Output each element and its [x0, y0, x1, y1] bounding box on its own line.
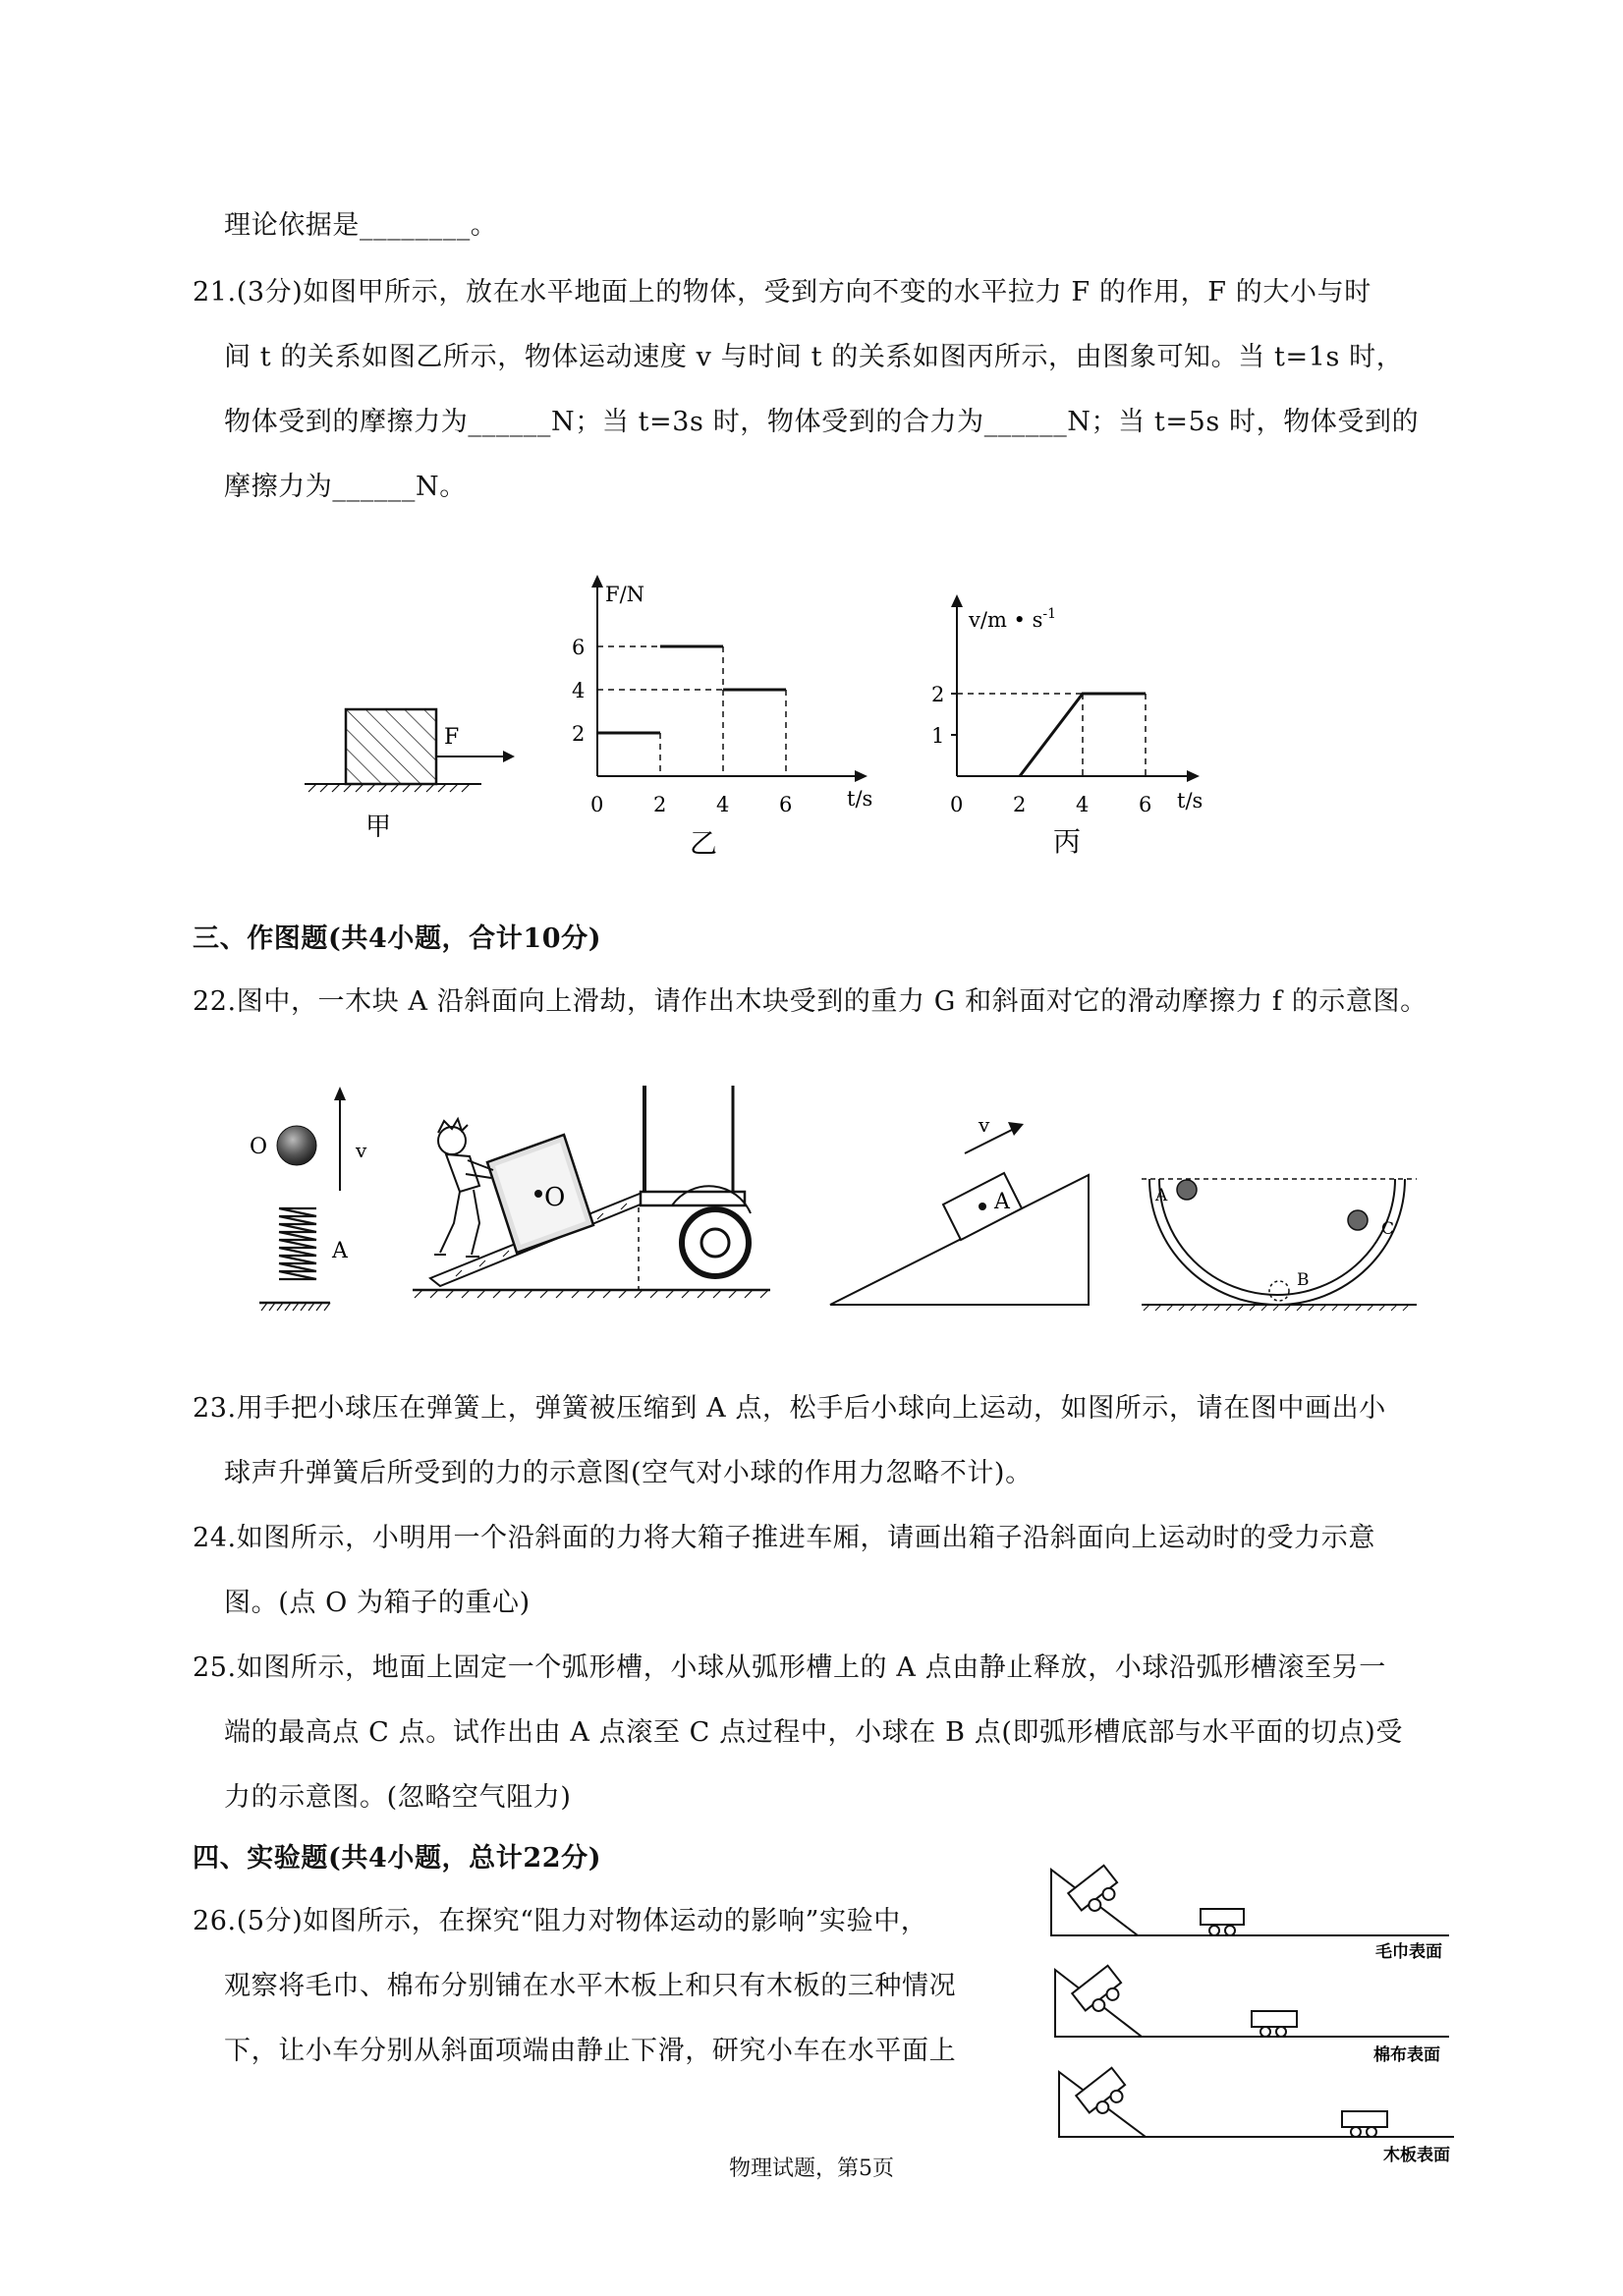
x-tick-label: 6: [1139, 793, 1152, 816]
section-4-heading: 四、实验题(共4小题，总计22分): [193, 1843, 602, 1874]
incline: [830, 1175, 1089, 1305]
text-line: 力的示意图。(忽略空气阻力): [224, 1782, 572, 1813]
box-center: [534, 1190, 542, 1198]
y-axis-arrow: [591, 575, 603, 588]
spring-label: A: [332, 1239, 348, 1263]
ball-c: [1348, 1210, 1368, 1230]
x-tick-label: 4: [1076, 793, 1090, 816]
question-24: 24.如图所示，小明用一个沿斜面的力将大箱子推进车厢，请画出箱子沿斜面向上运动时的受力示意: [193, 1523, 1375, 1553]
x-tick-label: 2: [1013, 793, 1027, 816]
force-arrowhead: [503, 751, 515, 762]
y-axis-label: F/N: [605, 583, 645, 606]
x-tick-label: 6: [779, 793, 793, 816]
force-label: F: [444, 725, 460, 750]
question-22: 22.图中，一木块 A 沿斜面向上滑劫，请作出木块受到的重力 G 和斜面对它的滑动摩擦力 f 的示意图。: [193, 986, 1427, 1017]
groove-label-c: C: [1381, 1219, 1395, 1239]
x-tick-label: 2: [653, 793, 667, 816]
velocity-label: v: [356, 1139, 367, 1162]
figure-incline-block: [815, 1081, 1110, 1316]
figure-truck-ramp: [401, 1076, 794, 1312]
velocity-arrowhead: [1008, 1122, 1024, 1136]
surface-label: 毛巾表面: [1375, 1942, 1442, 1962]
velocity-label: v: [979, 1113, 990, 1137]
text-line: 间 t 的关系如图乙所示，物体运动速度 v 与时间 t 的关系如图丙所示，由图象可知。当 t=1s 时，: [224, 342, 1404, 372]
y-tick-label: 6: [572, 636, 586, 659]
block-label: A: [994, 1190, 1010, 1214]
section-3-heading: 三、作图题(共4小题，合计10分): [193, 924, 602, 954]
groove-label-b: B: [1297, 1270, 1310, 1290]
truck-bed: [641, 1192, 745, 1205]
groove-label-a: A: [1155, 1186, 1168, 1205]
question-26: 26.(5分)如图所示，在探究“阻力对物体运动的影响”实验中，: [193, 1906, 928, 1936]
block-center: [979, 1203, 986, 1210]
figure-ball-spring: [236, 1081, 383, 1326]
y-tick-label: 2: [572, 722, 586, 746]
figure-arc-groove: [1130, 1159, 1425, 1316]
text-line: 图。(点 O 为箱子的重心): [224, 1588, 531, 1618]
text-line: 端的最高点 C 点。试作出由 A 点滚至 C 点过程中，小球在 B 点(即弧形槽底部与水平面的切点)受: [224, 1717, 1403, 1748]
ball-label: O: [250, 1135, 268, 1159]
x-axis-arrow: [855, 770, 867, 782]
box-label: O: [544, 1183, 566, 1212]
text-line: 理论依据是________。: [224, 210, 498, 241]
question-21: 21.(3分)如图甲所示，放在水平地面上的物体，受到方向不变的水平拉力 F 的作用，F 的大小与时: [193, 277, 1371, 308]
x-tick-label: 0: [950, 793, 964, 816]
question-25: 25.如图所示，地面上固定一个弧形槽，小球从弧形槽上的 A 点由静止释放，小球沿弧形槽滚至另一: [193, 1652, 1386, 1683]
figure-caption: 丙: [1053, 825, 1082, 858]
y-tick-label: 1: [931, 724, 945, 748]
figure-yi-chart: [560, 570, 894, 865]
surface-row-1: [1051, 1866, 1449, 1962]
text-line: 物体受到的摩擦力为______N；当 t=3s 时，物体受到的合力为______N；当 t=5s 时，物体受到的: [224, 407, 1420, 437]
text-line: 观察将毛巾、棉布分别铺在水平木板上和只有木板的三种情况: [224, 1971, 957, 2001]
page-footer: 物理试题，第5页: [729, 2156, 894, 2181]
y-tick-label: 2: [931, 683, 945, 706]
figure-q26-surfaces: [1041, 1852, 1474, 2186]
y-tick-label: 4: [572, 679, 586, 702]
x-axis-label: t/s: [847, 787, 873, 811]
surface-row-3: [1059, 2068, 1454, 2165]
figure-jia: [285, 688, 540, 855]
x-tick-label: 4: [716, 793, 730, 816]
text-line: 球声升弹簧后所受到的力的示意图(空气对小球的作用力忽略不计)。: [224, 1458, 1033, 1488]
figure-bing-chart: [923, 580, 1228, 865]
ball: [277, 1126, 316, 1165]
question-23: 23.用手把小球压在弹簧上，弹簧被压缩到 A 点，松手后小球向上运动，如图所示，请在图中画出小: [193, 1393, 1386, 1424]
text-line: 摩擦力为______N。: [224, 472, 467, 502]
ball-b: [1269, 1281, 1289, 1301]
block: [346, 709, 436, 784]
ball-a: [1177, 1180, 1197, 1200]
x-axis-arrow: [1187, 770, 1200, 782]
surface-label: 木板表面: [1383, 2146, 1450, 2165]
x-tick-label: 0: [590, 793, 604, 816]
surface-label: 棉布表面: [1373, 2045, 1440, 2065]
figure-caption: 乙: [690, 827, 718, 860]
spring: [279, 1208, 316, 1279]
text-line: 下，让小车分别从斜面项端由静止下滑，研究小车在水平面上: [224, 2036, 957, 2066]
surface-row-2: [1055, 1966, 1449, 2065]
person: [434, 1119, 493, 1257]
x-axis-label: t/s: [1177, 789, 1203, 812]
figure-caption: 甲: [365, 812, 392, 842]
velocity-arrowhead: [334, 1087, 346, 1100]
y-axis-label: v/m • $s^{-1}$: [969, 606, 1057, 632]
y-axis-arrow: [951, 594, 963, 607]
